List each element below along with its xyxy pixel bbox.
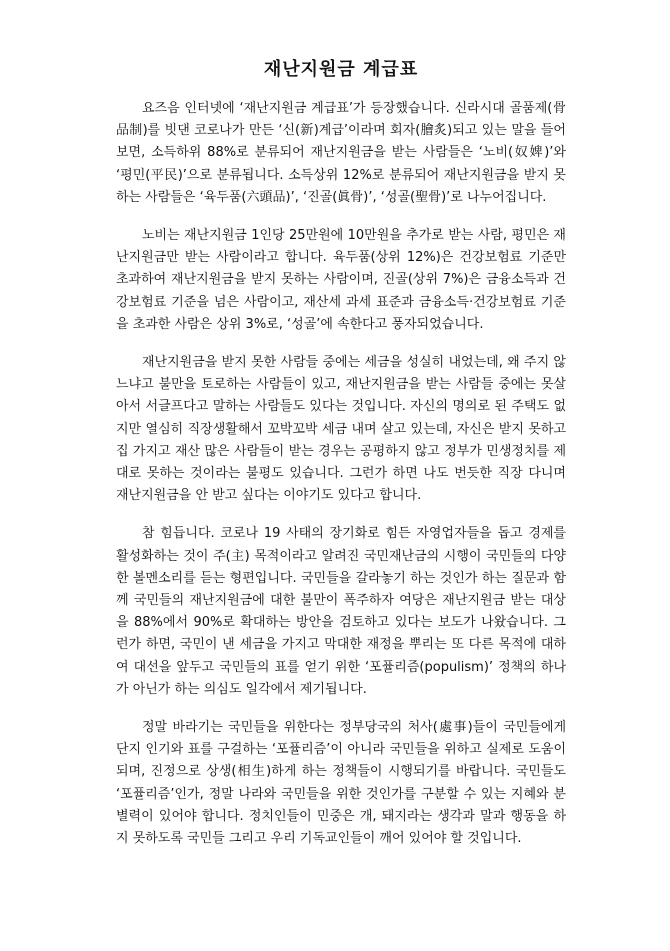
paragraph-5: 정말 바라기는 국민들을 위한다는 정부당국의 처사(處事)들이 국민들에게 단지 인기와 표를 구걸하는 ‘포퓰리즘’이 아니라 국민들을 위하고 실제로 도움이 되며, 진정으로 상생(相生)하게 하는 정책들이 시행되기를 바랍니다. 국민들도 ‘포퓰리즘’인가, 정말 나라와 국민들을 위한 것인가를 구분할 수 있는 지혜와 분별력이 있어야 합니다. 정치인들이 민중은 개, 돼지라는 생각과 말과 행동을 하지 못하도록 국민들 그리고 우리 기독교인들이 깨어 있어야 할 것입니다. bbox=[116, 720, 566, 847]
paragraph-4: 참 힘듭니다. 코로나 19 사태의 장기화로 힘든 자영업자들을 돕고 경제를 활성화하는 것이 주(主) 목적이라고 알려진 국민재난금의 시행이 국민들의 다양한 볼멘소리를 듣는 형편입니다. 국민들을 갈라놓기 하는 것인가 하는 질문과 함께 국민들의 재난지원금에 대한 불만이 폭주하자 여당은 재난지원금 받는 대상을 88%에서 90%로 확대하는 방안을 검토하고 있다는 보도가 나왔습니다. 그런가 하면, 국민이 낸 세금을 가지고 막대한 재정을 뿌리는 또 다른 목적에 대하여 대선을 앞두고 국민들의 표를 얻기 위한 ‘포퓰리즘(populism)’ 정책의 하나가 아닌가 하는 의심도 일각에서 제기됩니다. bbox=[116, 526, 566, 697]
document-title: 재난지원금 계급표 bbox=[263, 59, 419, 80]
paragraph-1: 요즈음 인터넷에 ‘재난지원금 계급표’가 등장했습니다. 신라시대 골품제(骨品制)를 빗댄 코로나가 만든 ‘신(新)계급’이라며 회자(膾炙)되고 있는 말을 들어보면, 소득하위 88%로 분류되어 재난지원금을 받는 사람들은 ‘노비(奴婢)’와 ‘평민(平民)’으로 분류됩니다. 소득상위 12%로 분류되어 재난지원금을 받지 못하는 사람들은 ‘육두품(六頭品)’, ‘진골(眞骨)’, ‘성골(聖骨)’로 나누어집니다. bbox=[116, 101, 566, 205]
paragraph-2: 노비는 재난지원금 1인당 25만원에 10만원을 추가로 받는 사람, 평민은 재난지원금만 받는 사람이라고 합니다. 육두품(상위 12%)은 건강보험료 기준만 초과하여 재난지원금을 받지 못하는 사람이며, 진골(상위 7%)은 금융소득과 건강보험료 기준을 넘은 사람이고, 재산세 과세 표준과 금융소득·건강보험료 기준을 초과한 사람은 상위 3%로, ‘성골’에 속한다고 풍자되었습니다. bbox=[116, 228, 566, 332]
paragraph-3: 재난지원금을 받지 못한 사람들 중에는 세금을 성실히 내었는데, 왜 주지 않느냐고 불만을 토로하는 사람들이 있고, 재난지원금을 받는 사람들 중에는 못살아서 서글프다고 말하는 사람들도 있다는 것입니다. 자신의 명의로 된 주택도 없지만 열심히 직장생활해서 꼬박꼬박 세금 내며 살고 있는데, 자신은 받지 못하고 집 가지고 재산 많은 사람들이 받는 경우는 공평하지 않고 정부가 민생정치를 제대로 못하는 것이라는 불평도 있습니다. 그런가 하면 나도 번듯한 직장 다니며 재난지원금을 안 받고 싶다는 이야기도 있다고 합니다. bbox=[116, 355, 566, 504]
